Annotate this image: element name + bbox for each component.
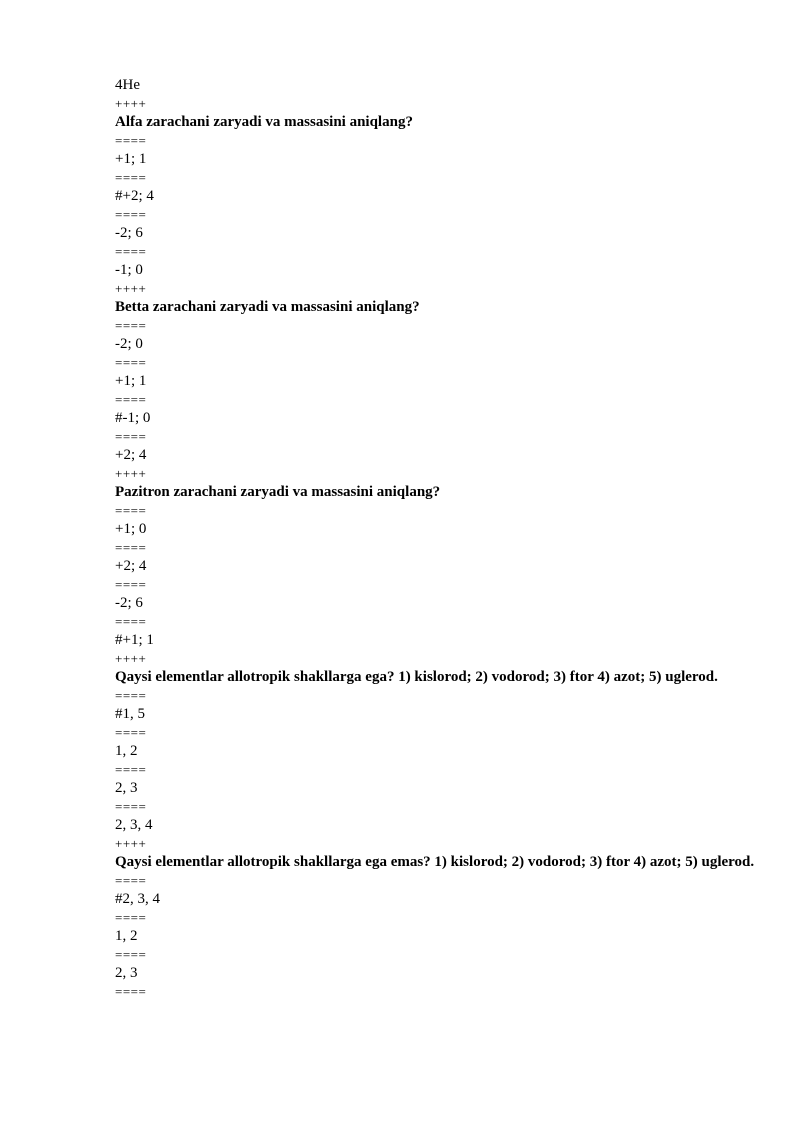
answer-option: +2; 4 (115, 558, 147, 574)
answer-option: -2; 6 (115, 225, 143, 241)
separator-line: ==== (115, 983, 147, 999)
separator-line: ++++ (115, 95, 147, 111)
separator-line: ++++ (115, 835, 147, 851)
separator-line: ==== (115, 872, 147, 888)
separator-line: ==== (115, 798, 147, 814)
question-text: Qaysi elementlar allotropik shakllarga ega? 1) kislorod; 2) vodorod; 3) ftor 4) azot; 5) uglerod. (115, 669, 718, 685)
question-text: Qaysi elementlar allotropik shakllarga ega emas? 1) kislorod; 2) vodorod; 3) ftor 4) azot; 5) uglerod. (115, 854, 755, 870)
separator-line: ==== (115, 946, 147, 962)
separator-line: ==== (115, 169, 147, 185)
question-text: Pazitron zarachani zaryadi va massasini aniqlang? (115, 484, 441, 500)
separator-line: ==== (115, 391, 147, 407)
answer-option: +1; 1 (115, 373, 147, 389)
separator-line: ==== (115, 428, 147, 444)
separator-line: ==== (115, 539, 147, 555)
separator-line: ++++ (115, 465, 147, 481)
separator-line: ==== (115, 613, 147, 629)
question-text: Alfa zarachani zaryadi va massasini aniqlang? (115, 114, 413, 130)
answer-option: 4He (115, 77, 140, 93)
separator-line: ==== (115, 354, 147, 370)
separator-line: ==== (115, 724, 147, 740)
separator-line: ==== (115, 502, 147, 518)
answer-option: -2; 0 (115, 336, 143, 352)
answer-option: 1, 2 (115, 928, 138, 944)
separator-line: ==== (115, 132, 147, 148)
answer-option: +2; 4 (115, 447, 147, 463)
document-page (115, 76, 755, 1001)
answer-option: #-1; 0 (115, 410, 151, 426)
answer-option: -2; 6 (115, 595, 143, 611)
separator-line: ==== (115, 576, 147, 592)
answer-option: 2, 3 (115, 965, 138, 981)
separator-line: ++++ (115, 650, 147, 666)
separator-line: ==== (115, 687, 147, 703)
answer-option: +1; 0 (115, 521, 147, 537)
answer-option: #+2; 4 (115, 188, 154, 204)
question-text: Betta zarachani zaryadi va massasini aniqlang? (115, 299, 420, 315)
answer-option: 2, 3, 4 (115, 817, 153, 833)
separator-line: ++++ (115, 280, 147, 296)
answer-option: 1, 2 (115, 743, 138, 759)
separator-line: ==== (115, 909, 147, 925)
separator-line: ==== (115, 761, 147, 777)
answer-option: +1; 1 (115, 151, 147, 167)
answer-option: #+1; 1 (115, 632, 154, 648)
answer-option: #1, 5 (115, 706, 145, 722)
separator-line: ==== (115, 243, 147, 259)
answer-option: 2, 3 (115, 780, 138, 796)
answer-option: -1; 0 (115, 262, 143, 278)
separator-line: ==== (115, 206, 147, 222)
answer-option: #2, 3, 4 (115, 891, 160, 907)
separator-line: ==== (115, 317, 147, 333)
